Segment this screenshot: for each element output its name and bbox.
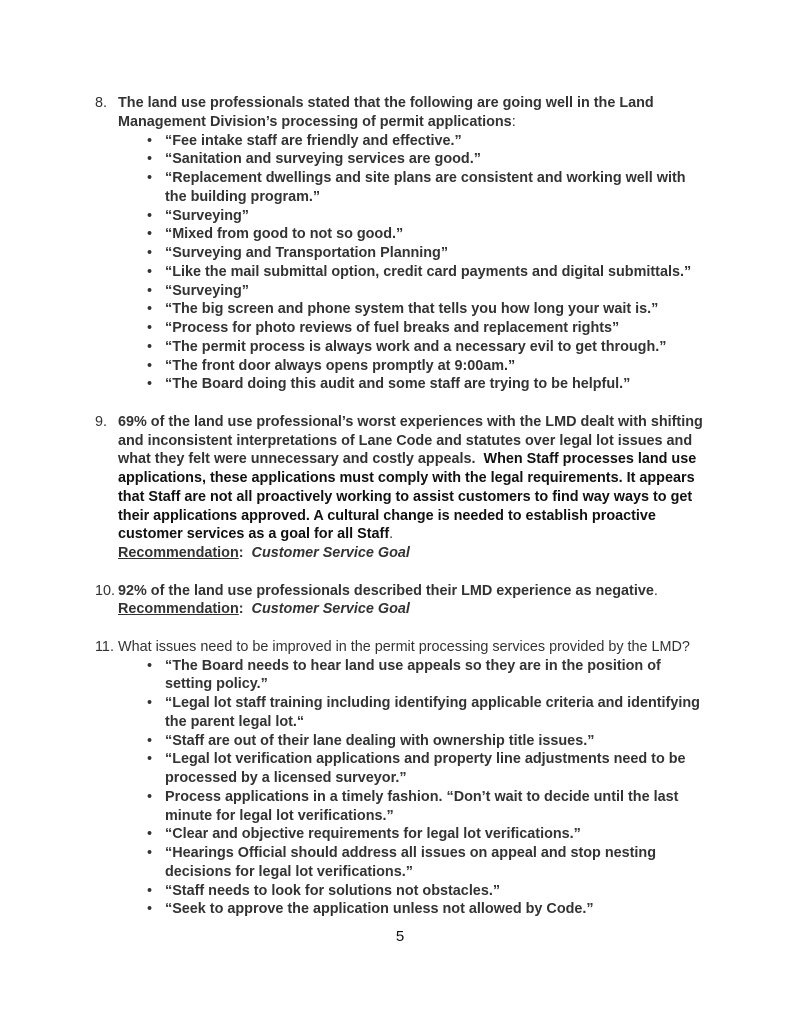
recommendation-label: Recommendation xyxy=(118,545,239,561)
bullet-item: • “Clear and objective requirements for legal lot verifications.” xyxy=(165,825,710,844)
bullet-item: • “Surveying” xyxy=(165,207,710,226)
list-item-10 xyxy=(95,582,710,620)
bullet-item: • “Staff needs to look for solutions not obstacles.” xyxy=(165,882,710,901)
bullet-item: • “The front door always opens promptly at 9:00am.” xyxy=(165,357,710,376)
item-text: 92% of the land use professionals described their LMD experience as negative xyxy=(118,582,654,599)
recommendation-label: Recommendation xyxy=(118,601,239,618)
bullet-item: • “The big screen and phone system that tells you how long your wait is.” xyxy=(165,300,710,319)
bullet-item: • “Surveying” xyxy=(165,282,710,301)
recommendation-colon: : xyxy=(238,601,244,618)
item-suffix: . xyxy=(389,526,394,543)
document-body xyxy=(95,94,710,938)
bullet-item: • Process applications in a timely fashion. “Don’t wait to decide until the last minute for legal lot verifications.” xyxy=(165,788,710,826)
bullet-item: • “Like the mail submittal option, credit card payments and digital submittals.” xyxy=(165,263,710,282)
bullet-item: • “Replacement dwellings and site plans are consistent and working well with the building program.” xyxy=(165,169,710,207)
list-item-11 xyxy=(95,638,710,919)
bullet-list xyxy=(118,132,710,395)
item-suffix: : xyxy=(511,113,516,130)
bullet-item: • “Hearings Official should address all issues on appeal and stop nesting decisions for legal lot verifications.” xyxy=(165,844,710,882)
bullet-item: • “Process for photo reviews of fuel breaks and replacement rights” xyxy=(165,319,710,338)
bullet-item: • “The Board needs to hear land use appeals so they are in the position of setting policy.” xyxy=(165,657,710,695)
recommendation xyxy=(118,544,710,563)
item-text-emphasis: When Staff processes land use applications, these applications must comply with the legal requirements. It appears that Staff are not all proactively working to assist customers to find way ways to get their applications approved. A cultural change is needed to establish proactive customer services as a goal for all Staff xyxy=(118,451,697,543)
bullet-item: • “The Board doing this audit and some staff are trying to be helpful.” xyxy=(165,375,710,394)
recommendation xyxy=(118,600,710,619)
bullet-item: • “Mixed from good to not so good.” xyxy=(165,225,710,244)
bullet-item: • “Legal lot verification applications and property line adjustments need to be processed by a licensed surveyor.” xyxy=(165,750,710,788)
bullet-item: • “Fee intake staff are friendly and effective.” xyxy=(165,132,710,151)
bullet-item: • “Surveying and Transportation Planning” xyxy=(165,244,710,263)
recommendation-colon: : xyxy=(238,545,244,561)
recommendation-value: Customer Service Goal xyxy=(251,545,410,561)
item-number: 8. xyxy=(95,95,108,111)
bullet-item: • “Seek to approve the application unless not allowed by Code.” xyxy=(165,900,710,919)
item-number: 11. xyxy=(95,638,114,655)
bullet-item: • “Staff are out of their lane dealing with ownership title issues.” xyxy=(165,732,710,751)
page-number: 5 xyxy=(395,928,405,945)
list-item-9 xyxy=(95,413,710,563)
bullet-list xyxy=(118,657,710,920)
item-text: 69% of the land use professional’s worst experiences with the LMD dealt with shifting and inconsistent interpretations of Lane Code and statutes over legal lot issues and what they felt were unnecessary and costly appeals. xyxy=(118,413,703,468)
bullet-item: • “Legal lot staff training including identifying applicable criteria and identifying the parent legal lot.“ xyxy=(165,694,710,732)
item-number: 10. xyxy=(95,582,116,599)
item-text: The land use professionals stated that the following are going well in the Land Management Division’s processing of permit applications xyxy=(118,95,654,130)
item-suffix: . xyxy=(653,582,658,599)
item-number: 9. xyxy=(95,413,108,430)
item-text: What issues need to be improved in the permit processing services provided by the LMD? xyxy=(118,638,690,655)
list-item-8 xyxy=(95,94,710,394)
recommendation-value: Customer Service Goal xyxy=(251,601,410,618)
bullet-item: • “Sanitation and surveying services are good.” xyxy=(165,150,710,169)
bullet-item: • “The permit process is always work and a necessary evil to get through.” xyxy=(165,338,710,357)
